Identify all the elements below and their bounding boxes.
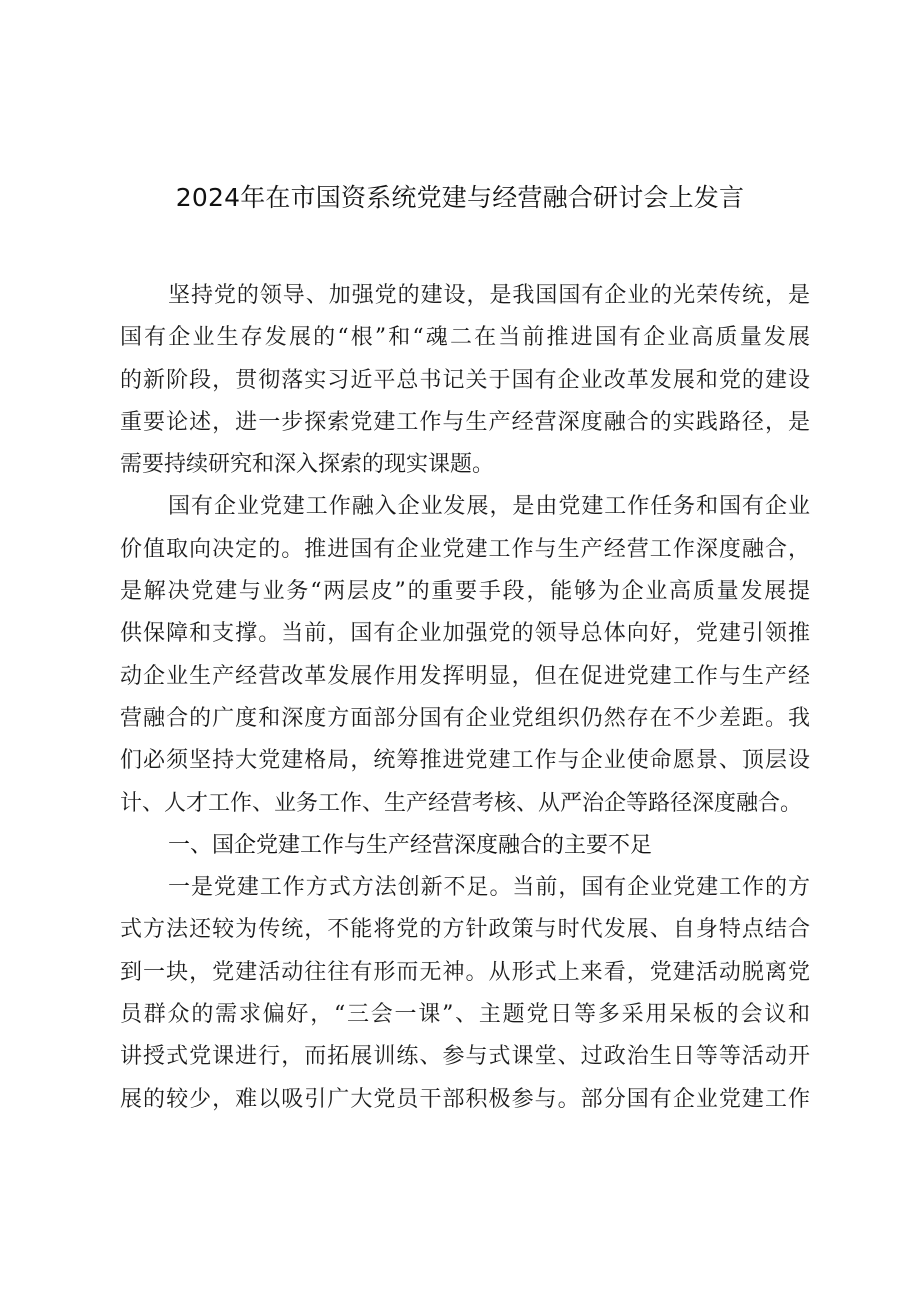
paragraph-2-line-3: 是解决党建与业务“两层皮”的重要手段，能够为企业高质量发展提 bbox=[120, 579, 810, 605]
paragraph-2-line-4: 供保障和支撑。当前，国有企业加强党的领导总体向好，党建引领推 bbox=[120, 621, 810, 647]
paragraph-2-line-6: 营融合的广度和深度方面部分国有企业党组织仍然存在不少差距。我 bbox=[120, 705, 810, 731]
paragraph-3-line-6: 展的较少，难以吸引广大党员干部积极参与。部分国有企业党建工作 bbox=[120, 1086, 810, 1112]
paragraph-2-line-8: 计、人才工作、业务工作、生产经营考核、从严治企等路径深度融合。 bbox=[120, 790, 803, 816]
paragraph-3-line-1: 一是党建工作方式方法创新不足。当前，国有企业党建工作的方 bbox=[168, 875, 810, 901]
paragraph-1-line-1: 坚持党的领导、加强党的建设，是我国国有企业的光荣传统，是 bbox=[168, 283, 810, 308]
section-heading-1: 一、国企党建工作与生产经营深度融合的主要不足 bbox=[168, 832, 653, 858]
paragraph-3-line-4: 员群众的需求偏好，“三会一课”、主题党日等多采用呆板的会议和 bbox=[120, 1002, 810, 1028]
paragraph-3-line-3: 到一块，党建活动往往有形而无神。从形式上来看，党建活动脱离党 bbox=[120, 959, 810, 985]
paragraph-1-line-2: 国有企业生存发展的“根”和“魂二在当前推进国有企业高质量发展 bbox=[120, 325, 810, 351]
paragraph-2-line-7: 们必须坚持大党建格局，统筹推进党建工作与企业使命愿景、顶层设 bbox=[120, 748, 810, 774]
paragraph-1-line-3: 的新阶段，贯彻落实习近平总书记关于国有企业改革发展和党的建设 bbox=[120, 367, 810, 393]
paragraph-2-line-5: 动企业生产经营改革发展作用发挥明显，但在促进党建工作与生产经 bbox=[120, 663, 810, 689]
document-body bbox=[120, 275, 810, 1121]
document-title: 2024年在市国资系统党建与经营融合研讨会上发言 bbox=[175, 183, 745, 212]
paragraph-1-line-5: 需要持续研究和深入探索的现实课题。 bbox=[120, 452, 495, 478]
paragraph-3-line-5: 讲授式党课进行，而拓展训练、参与式课堂、过政治生日等等活动开 bbox=[120, 1044, 810, 1070]
paragraph-3-line-2: 式方法还较为传统，不能将党的方针政策与时代发展、自身特点结合 bbox=[120, 917, 810, 943]
paragraph-2-line-2: 价值取向决定的。推进国有企业党建工作与生产经营工作深度融合， bbox=[120, 536, 810, 562]
paragraph-2-line-1: 国有企业党建工作融入企业发展，是由党建工作任务和国有企业 bbox=[168, 494, 810, 520]
paragraph-1-line-4: 重要论述，进一步探索党建工作与生产经营深度融合的实践路径，是 bbox=[120, 409, 810, 435]
